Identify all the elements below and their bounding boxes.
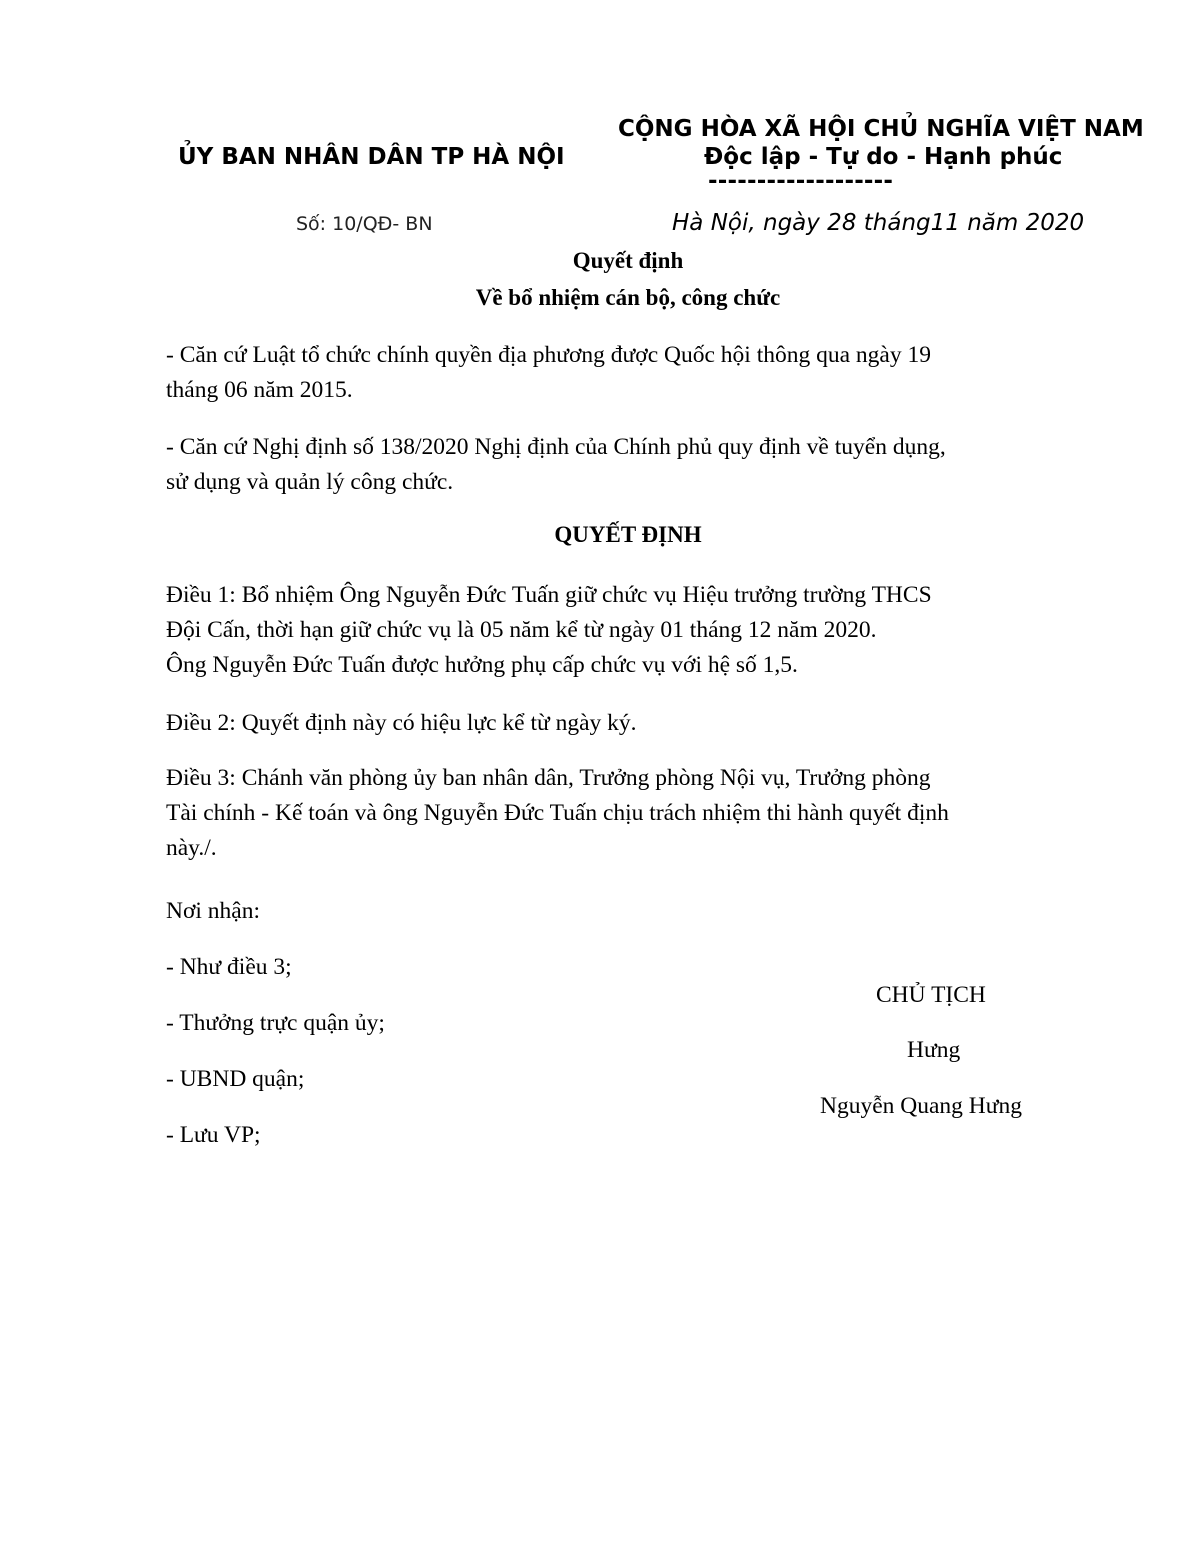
article-1 [166, 578, 1091, 683]
document-date: Hà Nội, ngày 28 tháng11 năm 2020 [672, 210, 1085, 236]
legal-basis-2-line-1: - Căn cứ Nghị định số 138/2020 Nghị định của Chính phủ quy định về tuyển dụng, [166, 434, 946, 460]
article-3-line-3: này./. [166, 835, 217, 861]
legal-basis-2-line-2: sử dụng và quản lý công chức. [166, 469, 454, 495]
article-1-line-1: Điều 1: Bổ nhiệm Ông Nguyễn Đức Tuấn giữ chức vụ Hiệu trưởng trường THCS [166, 582, 932, 608]
article-2-line-1: Điều 2: Quyết định này có hiệu lực kể từ ngày ký. [166, 710, 637, 736]
article-1-line-2: Đội Cấn, thời hạn giữ chức vụ là 05 năm kể từ ngày 01 tháng 12 năm 2020. [166, 617, 877, 643]
article-3 [166, 761, 1091, 866]
document-subtitle: Về bổ nhiệm cán bộ, công chức [475, 285, 781, 310]
article-2 [166, 706, 1091, 741]
signer-name: Nguyễn Quang Hưng [820, 1093, 1023, 1119]
document-title: Quyết định [572, 248, 684, 273]
issuing-authority: ỦY BAN NHÂN DÂN TP HÀ NỘI [178, 144, 565, 170]
motto-underline: ------------------- [708, 168, 894, 194]
decision-heading: QUYẾT ĐỊNH [554, 522, 702, 547]
legal-basis-2 [166, 430, 1091, 500]
article-3-line-2: Tài chính - Kế toán và ông Nguyễn Đức Tuấn chịu trách nhiệm thi hành quyết định [166, 800, 949, 826]
recipient-item: - Thưởng trực quận ủy; [166, 1010, 385, 1036]
signer-title: CHỦ TỊCH [876, 982, 986, 1008]
signature-mark: Hưng [907, 1037, 961, 1063]
recipient-item: - Lưu VP; [166, 1122, 261, 1148]
recipient-item: - Như điều 3; [166, 954, 292, 980]
national-motto: Độc lập - Tự do - Hạnh phúc [704, 144, 1063, 170]
recipients-heading: Nơi nhận: [166, 898, 261, 924]
legal-basis-1-line-2: tháng 06 năm 2015. [166, 377, 353, 403]
legal-basis-1 [166, 338, 1091, 408]
document-number: Số: 10/QĐ- BN [296, 213, 433, 235]
article-1-line-3: Ông Nguyễn Đức Tuấn được hưởng phụ cấp chức vụ với hệ số 1,5. [166, 652, 798, 678]
national-title: CỘNG HÒA XÃ HỘI CHỦ NGHĨA VIỆT NAM [618, 116, 1144, 142]
article-3-line-1: Điều 3: Chánh văn phòng ủy ban nhân dân, Trưởng phòng Nội vụ, Trưởng phòng [166, 765, 931, 791]
legal-basis-1-line-1: - Căn cứ Luật tổ chức chính quyền địa phương được Quốc hội thông qua ngày 19 [166, 342, 931, 368]
recipient-item: - UBND quận; [166, 1066, 305, 1092]
